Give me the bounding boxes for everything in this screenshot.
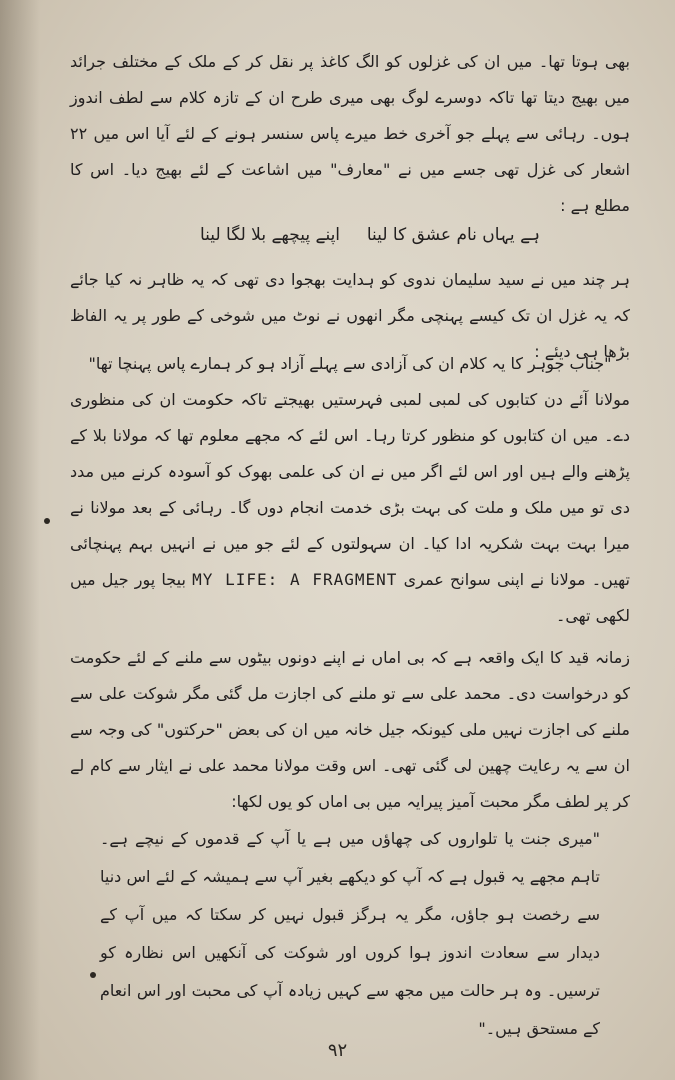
quote-1: "جناب جوہر کا یہ کلام ان کی آزادی سے پہلے آزاد ہو کر ہمارے پاس پہنچا تھا"	[88, 354, 612, 373]
quote-2: "میری جنت یا تلواروں کی چھاؤں میں ہے یا آپ کے قدموں کے نیچے ہے۔ تاہم مجھے یہ قبول ہے کہ آپ کو دیکھے بغیر آپ سے ہمیشہ کے لئے اس دنیا سے رخصت ہو جاؤں، مگر یہ ہرگز قبول نہیں کر سکتا کہ میں آپ کے دیدار سے سعادت اندوز ہوا کروں اور شوکت کی آنکھیں اس نظارہ کو ترسیں۔ وہ ہر حالت میں مجھ سے کہیں زیادہ آپ کی محبت اور اس انعام کے مستحق ہیں۔"	[100, 829, 600, 1038]
paragraph-3-part-1: مولانا آئے دن کتابوں کی لمبی لمبی فہرستیں بھیجتے تاکہ حکومت ان کی منظوری دے۔ میں ان کتابوں کو منظور کرتا رہا۔ اس لئے کہ مجھے معلوم تھا کہ مولانا بلا کے پڑھنے والے ہیں اور اس لئے اگر میں نے ان کی علمی بھوک کو آسودہ کرنے میں مدد دی تو میں ملک و ملت کی بہت بڑی خدمت انجام دوں گا۔ رہائی کے بعد مولانا نے میرا بہت بہت شکریہ ادا کیا۔ ان سہولتوں کے لئے جو میں نے انہیں بہم پہنچائی تھیں۔ مولانا نے اپنی سوانح عمری	[70, 390, 630, 589]
verse-line-2: اپنے پیچھے بلا لگا لینا	[200, 225, 341, 245]
ink-speck	[90, 972, 96, 978]
paragraph-3	[70, 382, 630, 634]
paragraph-3-part-2: بیجا پور جیل میں لکھی تھی۔	[70, 570, 630, 625]
verse-line-1: ہے یہاں نام عشق کا لینا	[366, 225, 540, 245]
paragraph-1: بھی ہوتا تھا۔ میں ان کی غزلوں کو الگ کاغذ پر نقل کر کے ملک کے مختلف جرائد میں بھیج دیتا تھا تاکہ دوسرے لوگ بھی میری طرح ان کے تازہ کلام سے لطف اندوز ہوں۔ رہائی سے پہلے جو آخری خط میرے پاس سنسر ہونے کے لئے آیا اس میں ۲۲ اشعار کی غزل تھی جسے میں نے "معارف" میں اشاعت کے لئے بھیج دیا۔ اس کا مطلع ہے :	[70, 52, 630, 215]
paragraph-4: زمانہ قید کا ایک واقعہ ہے کہ بی اماں نے اپنے دونوں بیٹوں سے ملنے کے لئے حکومت کو درخواست دی۔ محمد علی سے تو ملنے کی اجازت مل گئی مگر شوکت علی سے ملنے کی اجازت نہیں ملی کیونکہ جیل خانہ میں ان کی بعض "حرکتوں" کی وجہ سے ان سے یہ رعایت چھین لی گئی تھی۔ اس وقت مولانا محمد علی نے ایثار سے کام لے کر پر لطف مگر محبت آمیز پیرایہ میں بی اماں کو یوں لکھا:	[70, 648, 630, 811]
page-edge-shadow	[0, 0, 40, 1080]
verse-couplet	[200, 224, 540, 245]
ink-speck	[44, 518, 50, 524]
paragraph-2: ہر چند میں نے سید سلیمان ندوی کو ہدایت بھجوا دی تھی کہ یہ ظاہر نہ کیا جائے کہ یہ غزل ان تک کیسے پہنچی مگر انھوں نے نوٹ میں شوخی کے طور پر یہ الفاظ بڑھا ہی دیئے :	[70, 270, 630, 361]
page-number: ۹۲	[327, 1040, 348, 1061]
book-title: MY LIFE: A FRAGMENT	[192, 570, 398, 589]
